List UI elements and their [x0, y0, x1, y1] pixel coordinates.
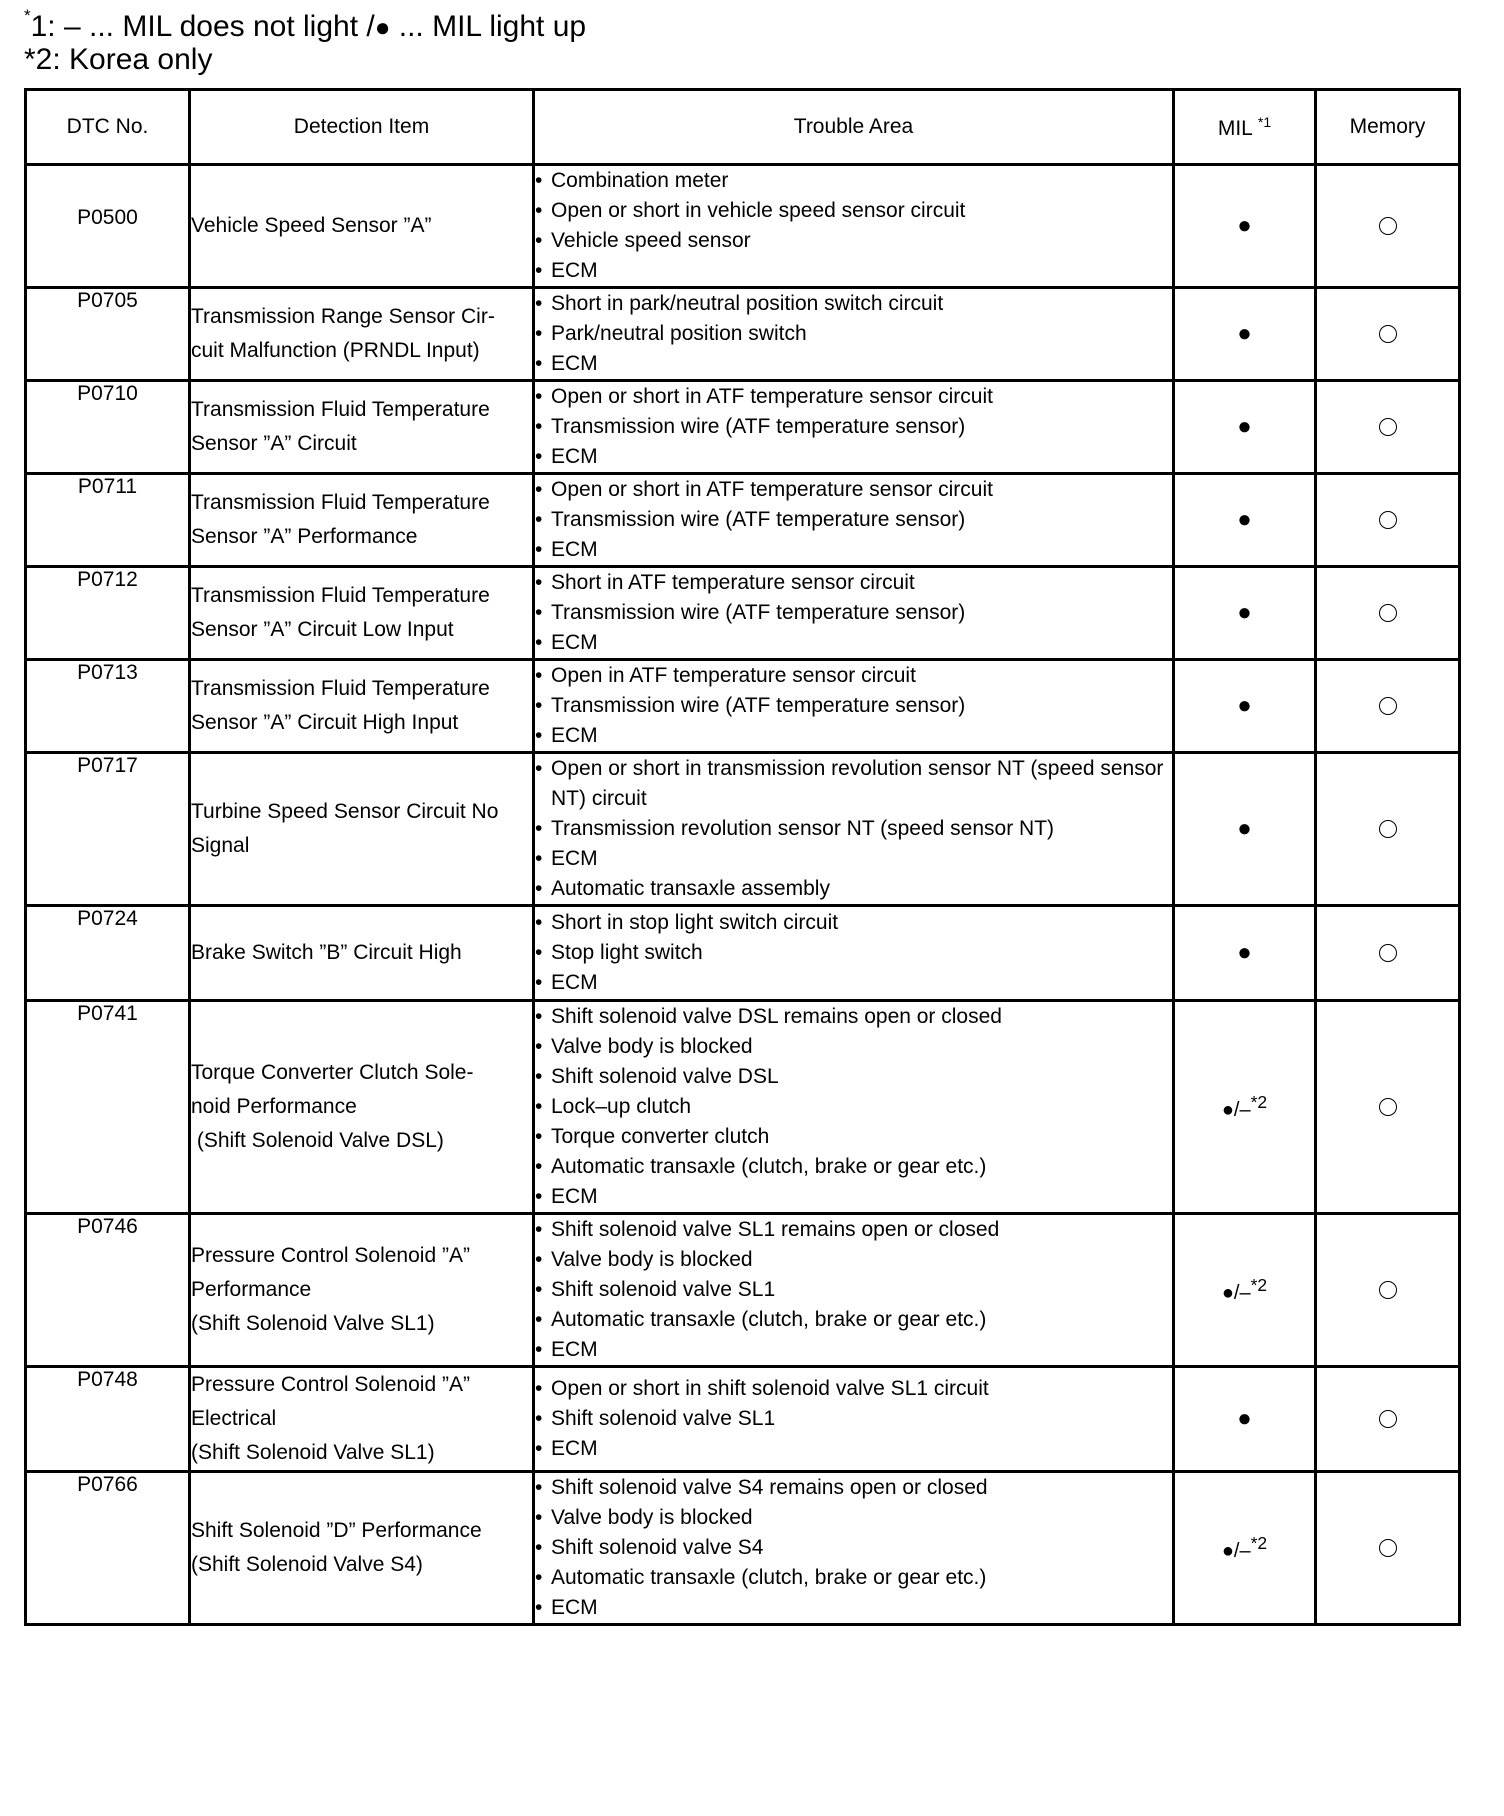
- mil-indicator: [1174, 1001, 1316, 1214]
- trouble-area-text: ECM: [551, 352, 598, 375]
- bullet-icon: •: [535, 877, 543, 900]
- detection-item-line: Pressure Control Solenoid ”A”: [191, 1244, 470, 1267]
- memory-indicator: [1316, 1214, 1460, 1367]
- trouble-area-item: [535, 442, 1172, 472]
- trouble-area-item: [535, 1152, 1172, 1182]
- bullet-icon: •: [535, 757, 543, 780]
- trouble-area-item: [535, 226, 1172, 256]
- detection-item-line: Electrical: [191, 1407, 277, 1430]
- dtc-code: P0713: [26, 660, 190, 753]
- detection-item: [190, 753, 534, 906]
- trouble-area-item: [535, 938, 1172, 968]
- bullet-icon: •: [535, 1338, 543, 1361]
- detection-item: [190, 906, 534, 1001]
- memory-indicator: [1316, 381, 1460, 474]
- detection-item-line: Transmission Fluid Temperature: [191, 584, 490, 607]
- table-row: [26, 288, 1460, 381]
- mil-status-icon: ●: [1237, 939, 1252, 966]
- mil-indicator: [1174, 381, 1316, 474]
- bullet-icon: •: [535, 229, 543, 252]
- bullet-icon: •: [535, 508, 543, 531]
- bullet-icon: •: [535, 538, 543, 561]
- trouble-area-text: ECM: [551, 538, 598, 561]
- trouble-area-text: Shift solenoid valve SL1 remains open or closed: [551, 1218, 1000, 1241]
- memory-circle-icon: [1379, 511, 1397, 529]
- mil-status-icon: ●: [1237, 320, 1252, 347]
- trouble-area-text: Transmission wire (ATF temperature sensor): [551, 508, 966, 531]
- mil-indicator: [1174, 1367, 1316, 1472]
- trouble-area-text: Transmission wire (ATF temperature sensor): [551, 694, 966, 717]
- detection-item: [190, 165, 534, 288]
- detection-item-line: noid Performance: [191, 1095, 357, 1118]
- trouble-area-text: Lock–up clutch: [551, 1095, 692, 1118]
- footnote-1-text-b: ... MIL light up: [390, 10, 587, 43]
- bullet-icon: •: [535, 1005, 543, 1028]
- dtc-code: P0710: [26, 381, 190, 474]
- mil-footnote-ref: *2: [1250, 1275, 1268, 1295]
- detection-item-line: Vehicle Speed Sensor ”A”: [191, 214, 432, 237]
- memory-circle-icon: [1379, 820, 1397, 838]
- bullet-icon: •: [535, 352, 543, 375]
- mil-indicator: [1174, 567, 1316, 660]
- dtc-code: P0711: [26, 474, 190, 567]
- memory-circle-icon: [1379, 418, 1397, 436]
- trouble-area-item: [535, 968, 1172, 998]
- dtc-code: P0746: [26, 1214, 190, 1367]
- mil-footnote-ref: *2: [1250, 1092, 1268, 1112]
- detection-item-line: Turbine Speed Sensor Circuit No: [191, 800, 499, 823]
- trouble-area-item: [535, 1374, 1172, 1404]
- memory-indicator: [1316, 474, 1460, 567]
- detection-item-line: Sensor ”A” Circuit Low Input: [191, 618, 454, 641]
- bullet-icon: •: [535, 385, 543, 408]
- memory-indicator: [1316, 906, 1460, 1001]
- detection-item-line: Transmission Fluid Temperature: [191, 677, 490, 700]
- table-body: [26, 165, 1460, 1625]
- trouble-area-text: Shift solenoid valve SL1: [551, 1278, 776, 1301]
- dtc-code: P0705: [26, 288, 190, 381]
- trouble-area-text: Shift solenoid valve DSL remains open or closed: [551, 1005, 1002, 1028]
- table-row: [26, 906, 1460, 1001]
- trouble-area: [534, 1214, 1174, 1367]
- mil-status-icon: ●: [1237, 599, 1252, 626]
- mil-indicator: [1174, 1214, 1316, 1367]
- trouble-area-text: Valve body is blocked: [551, 1506, 753, 1529]
- mil-status-icon: ●: [1237, 692, 1252, 719]
- bullet-icon: •: [535, 322, 543, 345]
- memory-circle-icon: [1379, 1281, 1397, 1299]
- memory-indicator: [1316, 660, 1460, 753]
- bullet-icon: •: [535, 1596, 543, 1619]
- detection-item: [190, 474, 534, 567]
- bullet-icon: •: [535, 1218, 543, 1241]
- trouble-area-text: Shift solenoid valve S4: [551, 1536, 764, 1559]
- trouble-area-text: Combination meter: [551, 169, 729, 192]
- bullet-icon: •: [535, 1476, 543, 1499]
- trouble-area-text: Valve body is blocked: [551, 1035, 753, 1058]
- header-mil: [1174, 90, 1316, 165]
- trouble-area-item: [535, 568, 1172, 598]
- table-row: [26, 381, 1460, 474]
- trouble-area-text: Open or short in vehicle speed sensor circuit: [551, 199, 966, 222]
- detection-item-line: Brake Switch ”B” Circuit High: [191, 941, 462, 964]
- trouble-area: [534, 288, 1174, 381]
- trouble-area-item: [535, 166, 1172, 196]
- detection-item-line: (Shift Solenoid Valve S4): [191, 1553, 423, 1576]
- memory-indicator: [1316, 567, 1460, 660]
- trouble-area-text: ECM: [551, 1437, 598, 1460]
- mil-indicator: [1174, 165, 1316, 288]
- trouble-area-item: [535, 1002, 1172, 1032]
- bullet-icon: •: [535, 169, 543, 192]
- bullet-icon: •: [535, 941, 543, 964]
- memory-indicator: [1316, 1001, 1460, 1214]
- footnotes: [24, 0, 586, 80]
- bullet-icon: •: [535, 1407, 543, 1430]
- trouble-area-item: [535, 382, 1172, 412]
- trouble-area-text: ECM: [551, 631, 598, 654]
- mil-status-icon: ●: [1237, 815, 1252, 842]
- detection-item: [190, 1472, 534, 1625]
- bullet-icon: •: [535, 601, 543, 624]
- trouble-area: [534, 1001, 1174, 1214]
- dtc-code: P0717: [26, 753, 190, 906]
- dtc-code: P0766: [26, 1472, 190, 1625]
- trouble-area-item: [535, 1245, 1172, 1275]
- dtc-table: [24, 88, 1461, 1626]
- trouble-area-text: Shift solenoid valve SL1: [551, 1407, 776, 1430]
- trouble-area-text: Short in park/neutral position switch circuit: [551, 292, 944, 315]
- bullet-icon: •: [535, 445, 543, 468]
- table-row: [26, 474, 1460, 567]
- mil-footnote-ref: *2: [1250, 1533, 1268, 1553]
- trouble-area: [534, 567, 1174, 660]
- header-detection-item: Detection Item: [190, 90, 534, 165]
- trouble-area-text: Park/neutral position switch: [551, 322, 807, 345]
- dtc-code: P0741: [26, 1001, 190, 1214]
- table-row: [26, 753, 1460, 906]
- bullet-icon: •: [535, 1377, 543, 1400]
- memory-circle-icon: [1379, 1539, 1397, 1557]
- bullet-icon: •: [535, 1125, 543, 1148]
- bullet-icon: •: [535, 1248, 543, 1271]
- trouble-area-item: [535, 1122, 1172, 1152]
- dtc-code: P0500: [26, 165, 190, 288]
- bullet-icon: •: [535, 1536, 543, 1559]
- memory-circle-icon: [1379, 1410, 1397, 1428]
- table-row: [26, 1472, 1460, 1625]
- detection-item: [190, 1001, 534, 1214]
- trouble-area-text: Transmission wire (ATF temperature sensor): [551, 415, 966, 438]
- mil-status-icon: ●: [1237, 212, 1252, 239]
- trouble-area: [534, 165, 1174, 288]
- bullet-icon: •: [535, 292, 543, 315]
- mil-indicator: [1174, 753, 1316, 906]
- trouble-area-item: [535, 1563, 1172, 1593]
- trouble-area-item: [535, 628, 1172, 658]
- dtc-code: P0724: [26, 906, 190, 1001]
- detection-item-line: Sensor ”A” Circuit: [191, 432, 357, 455]
- table-row: [26, 1367, 1460, 1472]
- header-trouble-area: Trouble Area: [534, 90, 1174, 165]
- trouble-area-item: [535, 412, 1172, 442]
- mil-indicator: [1174, 660, 1316, 753]
- table-header-row: [26, 90, 1460, 165]
- detection-item: [190, 1214, 534, 1367]
- mil-status-icon: ●/–: [1221, 1540, 1251, 1562]
- trouble-area: [534, 753, 1174, 906]
- trouble-area-item: [535, 844, 1172, 874]
- memory-indicator: [1316, 165, 1460, 288]
- trouble-area-item: [535, 1533, 1172, 1563]
- header-mil-label: MIL: [1217, 116, 1258, 140]
- trouble-area-text: Vehicle speed sensor: [551, 229, 751, 252]
- bullet-icon: •: [535, 664, 543, 687]
- trouble-area-item: [535, 908, 1172, 938]
- mil-status-icon: ●: [1237, 413, 1252, 440]
- trouble-area: [534, 906, 1174, 1001]
- detection-item-line: Performance: [191, 1278, 312, 1301]
- detection-item-line: (Shift Solenoid Valve DSL): [191, 1129, 444, 1152]
- detection-item-line: Shift Solenoid ”D” Performance: [191, 1519, 482, 1542]
- bullet-icon: •: [535, 1566, 543, 1589]
- trouble-area-item: [535, 256, 1172, 286]
- trouble-area-item: [535, 1305, 1172, 1335]
- trouble-area-item: [535, 505, 1172, 535]
- mil-indicator: [1174, 1472, 1316, 1625]
- trouble-area-item: [535, 319, 1172, 349]
- trouble-area-text: Shift solenoid valve DSL: [551, 1065, 779, 1088]
- filled-dot-icon: ●: [374, 12, 391, 42]
- detection-item: [190, 381, 534, 474]
- trouble-area-item: [535, 196, 1172, 226]
- mil-indicator: [1174, 288, 1316, 381]
- detection-item-line: Transmission Range Sensor Cir-: [191, 305, 495, 328]
- trouble-area-text: ECM: [551, 847, 598, 870]
- bullet-icon: •: [535, 199, 543, 222]
- trouble-area-item: [535, 1335, 1172, 1365]
- detection-item-line: Sensor ”A” Performance: [191, 525, 418, 548]
- trouble-area-text: Torque converter clutch: [551, 1125, 770, 1148]
- memory-circle-icon: [1379, 604, 1397, 622]
- trouble-area-text: Open or short in ATF temperature sensor circuit: [551, 478, 993, 501]
- bullet-icon: •: [535, 1437, 543, 1460]
- detection-item-line: Torque Converter Clutch Sole-: [191, 1061, 474, 1084]
- detection-item-line: (Shift Solenoid Valve SL1): [191, 1441, 435, 1464]
- detection-item: [190, 567, 534, 660]
- trouble-area-text: Open or short in ATF temperature sensor circuit: [551, 385, 993, 408]
- trouble-area-text: Valve body is blocked: [551, 1248, 753, 1271]
- trouble-area-item: [535, 1092, 1172, 1122]
- bullet-icon: •: [535, 1155, 543, 1178]
- bullet-icon: •: [535, 259, 543, 282]
- mil-status-icon: ●/–: [1221, 1282, 1251, 1304]
- mil-status-icon: ●: [1237, 506, 1252, 533]
- trouble-area-item: [535, 691, 1172, 721]
- bullet-icon: •: [535, 1035, 543, 1058]
- memory-indicator: [1316, 288, 1460, 381]
- mil-status-icon: ●: [1237, 1405, 1252, 1432]
- trouble-area-text: Automatic transaxle assembly: [551, 877, 830, 900]
- bullet-icon: •: [535, 817, 543, 840]
- table-row: [26, 660, 1460, 753]
- trouble-area-text: Shift solenoid valve S4 remains open or closed: [551, 1476, 988, 1499]
- table-row: [26, 165, 1460, 288]
- memory-indicator: [1316, 1472, 1460, 1625]
- footnote-1: [24, 0, 587, 43]
- trouble-area-item: [535, 1503, 1172, 1533]
- trouble-area: [534, 1367, 1174, 1472]
- memory-circle-icon: [1379, 697, 1397, 715]
- trouble-area-text: Transmission revolution sensor NT (speed sensor NT): [551, 817, 1055, 840]
- table-row: [26, 567, 1460, 660]
- trouble-area-text: ECM: [551, 971, 598, 994]
- trouble-area-text: Automatic transaxle (clutch, brake or gear etc.): [551, 1155, 987, 1178]
- detection-item-line: (Shift Solenoid Valve SL1): [191, 1312, 435, 1335]
- dtc-code: P0712: [26, 567, 190, 660]
- bullet-icon: •: [535, 571, 543, 594]
- trouble-area-text: ECM: [551, 1596, 598, 1619]
- memory-indicator: [1316, 753, 1460, 906]
- trouble-area-item: [535, 1275, 1172, 1305]
- header-mil-ref: *1: [1257, 113, 1272, 130]
- trouble-area-text: ECM: [551, 445, 598, 468]
- trouble-area-item: [535, 1473, 1172, 1503]
- detection-item-line: Sensor ”A” Circuit High Input: [191, 711, 459, 734]
- trouble-area-item: [535, 874, 1172, 904]
- bullet-icon: •: [535, 694, 543, 717]
- bullet-icon: •: [535, 478, 543, 501]
- detection-item-line: Transmission Fluid Temperature: [191, 491, 490, 514]
- trouble-area-text: ECM: [551, 724, 598, 747]
- trouble-area-item: [535, 814, 1172, 844]
- trouble-area-text: Automatic transaxle (clutch, brake or gear etc.): [551, 1566, 987, 1589]
- trouble-area: [534, 660, 1174, 753]
- trouble-area-text: ECM: [551, 1338, 598, 1361]
- trouble-area-item: [535, 1593, 1172, 1623]
- trouble-area-item: [535, 1434, 1172, 1464]
- detection-item: [190, 660, 534, 753]
- trouble-area-text: ECM: [551, 259, 598, 282]
- bullet-icon: •: [535, 724, 543, 747]
- trouble-area-text: ECM: [551, 1185, 598, 1208]
- detection-item-line: Pressure Control Solenoid ”A”: [191, 1373, 470, 1396]
- trouble-area-item: [535, 754, 1172, 814]
- footnote-1-marker: *: [24, 6, 31, 25]
- trouble-area-text: Open or short in shift solenoid valve SL1 circuit: [551, 1377, 989, 1400]
- bullet-icon: •: [535, 911, 543, 934]
- trouble-area: [534, 381, 1174, 474]
- trouble-area: [534, 474, 1174, 567]
- mil-indicator: [1174, 906, 1316, 1001]
- bullet-icon: •: [535, 415, 543, 438]
- trouble-area-item: [535, 1215, 1172, 1245]
- detection-item-line: cuit Malfunction (PRNDL Input): [191, 339, 480, 362]
- memory-circle-icon: [1379, 1098, 1397, 1116]
- trouble-area-text: Transmission wire (ATF temperature sensor): [551, 601, 966, 624]
- trouble-area-text: Stop light switch: [551, 941, 703, 964]
- bullet-icon: •: [535, 1185, 543, 1208]
- trouble-area-item: [535, 535, 1172, 565]
- trouble-area-item: [535, 1182, 1172, 1212]
- trouble-area-item: [535, 721, 1172, 751]
- trouble-area: [534, 1472, 1174, 1625]
- bullet-icon: •: [535, 1308, 543, 1331]
- detection-item: [190, 1367, 534, 1472]
- dtc-code: P0748: [26, 1367, 190, 1472]
- bullet-icon: •: [535, 847, 543, 870]
- trouble-area-item: [535, 1032, 1172, 1062]
- trouble-area-text: Short in stop light switch circuit: [551, 911, 839, 934]
- trouble-area-item: [535, 475, 1172, 505]
- trouble-area-text: Open in ATF temperature sensor circuit: [551, 664, 916, 687]
- memory-circle-icon: [1379, 217, 1397, 235]
- bullet-icon: •: [535, 1278, 543, 1301]
- bullet-icon: •: [535, 1095, 543, 1118]
- footnote-1-text-a: 1: – ... MIL does not light /: [30, 10, 375, 43]
- bullet-icon: •: [535, 631, 543, 654]
- trouble-area-item: [535, 289, 1172, 319]
- trouble-area-item: [535, 1062, 1172, 1092]
- table-row: [26, 1001, 1460, 1214]
- mil-indicator: [1174, 474, 1316, 567]
- trouble-area-text: Automatic transaxle (clutch, brake or gear etc.): [551, 1308, 987, 1331]
- header-memory: Memory: [1316, 90, 1460, 165]
- trouble-area-item: [535, 349, 1172, 379]
- bullet-icon: •: [535, 971, 543, 994]
- trouble-area-item: [535, 1404, 1172, 1434]
- trouble-area-text: Short in ATF temperature sensor circuit: [551, 571, 915, 594]
- detection-item-line: Transmission Fluid Temperature: [191, 398, 490, 421]
- detection-item: [190, 288, 534, 381]
- memory-circle-icon: [1379, 325, 1397, 343]
- header-dtc-no: DTC No.: [26, 90, 190, 165]
- trouble-area-text: Open or short in transmission revolution sensor NT (speed sensor NT) circuit: [551, 757, 1164, 810]
- trouble-area-item: [535, 661, 1172, 691]
- bullet-icon: •: [535, 1065, 543, 1088]
- detection-item-line: Signal: [191, 834, 250, 857]
- trouble-area-item: [535, 598, 1172, 628]
- memory-circle-icon: [1379, 944, 1397, 962]
- table-row: [26, 1214, 1460, 1367]
- memory-indicator: [1316, 1367, 1460, 1472]
- footnote-2: *2: Korea only: [24, 43, 213, 76]
- bullet-icon: •: [535, 1506, 543, 1529]
- mil-status-icon: ●/–: [1221, 1099, 1251, 1121]
